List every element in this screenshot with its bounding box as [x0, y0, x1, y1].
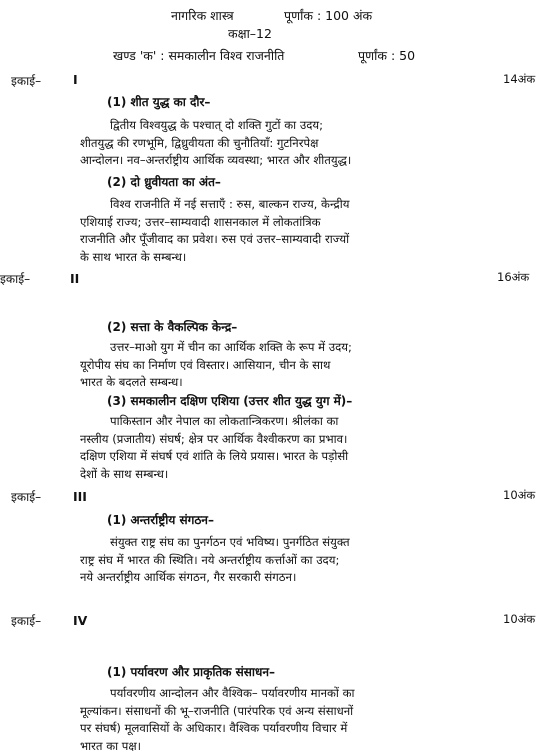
paragraph-line: शीतयुद्ध की रणभूमि, द्विध्रुवीयता की चुनौतियाँ: गुटनिरपेक्ष	[80, 135, 527, 153]
paragraph-line: भारत के बदलते सम्बन्ध।	[80, 374, 527, 392]
topic-title: (3) समकालीन दक्षिण एशिया (उत्तर शीत युद्ध युग में)–	[107, 392, 352, 409]
paragraph-line: आन्दोलन। नव–अन्तर्राष्ट्रीय आर्थिक व्यवस्था; भारत और शीतयुद्ध।	[80, 152, 527, 170]
class-label: कक्षा–12	[228, 25, 272, 42]
paragraph-line: पाकिस्तान और नेपाल का लोकतान्त्रिकरण। श्रीलंका का	[80, 413, 527, 431]
paragraph-line: नये अन्तर्राष्ट्रीय आर्थिक संगठन, गैर सरकारी संगठन।	[80, 569, 527, 587]
unit-number: I	[73, 72, 78, 87]
unit-marks: 10अंक	[503, 612, 535, 627]
paragraph-line: भारत का पक्ष।	[80, 738, 527, 755]
paragraph-line: पर्यावरणीय आन्दोलन और वैश्विक– पर्यावरणीय मानकों का	[80, 685, 527, 703]
paragraph-line: राजनीति और पूँजीवाद का प्रवेश। रुस एवं उत्तर–साम्यवादी राज्यों	[80, 231, 527, 249]
topic-title: (2) दो ध्रुवीयता का अंत–	[107, 173, 221, 190]
topic-paragraph	[80, 339, 527, 392]
section-title: खण्ड 'क' : समकालीन विश्व राजनीति	[113, 47, 284, 64]
paragraph-line: देशों के साथ सम्बन्ध।	[80, 466, 527, 484]
topic-paragraph	[80, 685, 527, 755]
topic-title: (2) सत्ता के वैकल्पिक केन्द्र–	[107, 318, 237, 335]
topic-title: (1) अन्तर्राष्ट्रीय संगठन–	[107, 511, 214, 528]
unit-label: इकाई–	[0, 270, 30, 287]
unit-label: इकाई–	[11, 488, 41, 505]
unit-marks: 14अंक	[503, 72, 535, 87]
unit-label: इकाई–	[11, 72, 41, 89]
topic-title: (1) पर्यावरण और प्राकृतिक संसाधन–	[107, 663, 275, 680]
subject-title: नागरिक शास्त्र	[171, 7, 234, 24]
unit-marks: 16अंक	[497, 270, 529, 285]
topic-title: (1) शीत युद्ध का दौर–	[107, 93, 210, 110]
unit-number: II	[70, 271, 79, 286]
unit-number: III	[73, 489, 87, 504]
unit-label: इकाई–	[11, 612, 41, 629]
paragraph-line: द्वितीय विश्वयुद्ध के पश्चात् दो शक्ति गुटों का उदय;	[80, 117, 527, 135]
paragraph-line: यूरोपीय संघ का निर्माण एवं विस्तार। आसियान, चीन के साथ	[80, 357, 527, 375]
unit-marks: 10अंक	[503, 488, 535, 503]
paragraph-line: एशियाई राज्य; उत्तर–साम्यवादी शासनकाल में लोकतांत्रिक	[80, 214, 527, 232]
paragraph-line: दक्षिण एशिया में संघर्ष एवं शांति के लिये प्रयास। भारत के पड़ोसी	[80, 448, 527, 466]
paragraph-line: मूल्यांकन। संसाधनों की भू–राजनीति (पारंपरिक एवं अन्य संसाधनों	[80, 703, 527, 721]
unit-number: IV	[73, 613, 87, 628]
paragraph-line: उत्तर–माओ युग में चीन का आर्थिक शक्ति के रूप में उदय;	[80, 339, 527, 357]
topic-paragraph	[80, 534, 527, 587]
max-marks: पूर्णांक : 100 अंक	[284, 7, 372, 24]
paragraph-line: नस्लीय (प्रजातीय) संघर्ष; क्षेत्र पर आर्थिक वैश्वीकरण का प्रभाव।	[80, 431, 527, 449]
paragraph-line: पर संघर्ष) मूलवासियों के अधिकार। वैश्विक पर्यावरणीय विचार में	[80, 720, 527, 738]
topic-paragraph	[80, 196, 527, 266]
paragraph-line: विश्व राजनीति में नई सत्ताएँ : रुस, बाल्कन राज्य, केन्द्रीय	[80, 196, 527, 214]
paragraph-line: राष्ट्र संघ में भारत की स्थिति। नये अन्तर्राष्ट्रीय कर्त्ताओं का उदय;	[80, 552, 527, 570]
section-marks: पूर्णांक : 50	[358, 47, 415, 64]
topic-paragraph	[80, 117, 527, 170]
topic-paragraph	[80, 413, 527, 483]
paragraph-line: के साथ भारत के सम्बन्ध।	[80, 249, 527, 267]
paragraph-line: संयुक्त राष्ट्र संघ का पुनर्गठन एवं भविष्य। पुनर्गठित संयुक्त	[80, 534, 527, 552]
